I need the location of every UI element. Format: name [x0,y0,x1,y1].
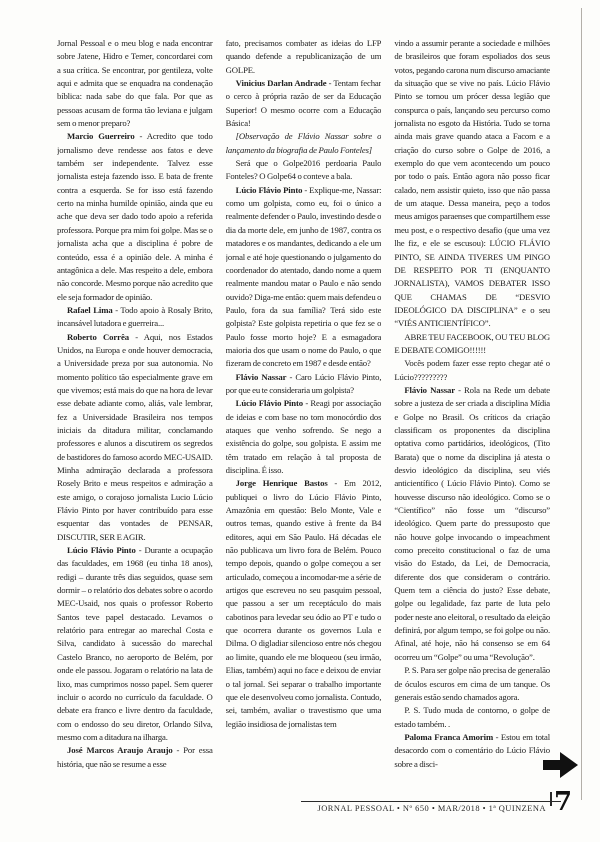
footer-journal-info: JORNAL PESSOAL • Nº 650 • MAR/2018 • 1ª QUINZENA [317,804,546,813]
paragraph-text: - Explique-me, Nassar: como um golpista, como eu, foi o único a realmente defender o Paulo, investindo desde o dia da morte dele, em junho de 1987, contra os matadores e os mandantes, dedicando a ele um jornal e até hoje questionando o julgamento do coordenador do atentado, dando nome a quem realmente mandou matar o Paulo e não sendo ouvido? Diga-me então: quem mais defendeu o Paulo, fora da sua família? Terá sido este golpista? Este golpista repetiria o que fez se o Paulo fosse morto hoje? E a esmagadora maioria dos que usam o nome do Paulo, o que fizeram de concreto em 1987 e desde então? [225,184,382,369]
speaker-name: Roberto Corrêa [67,331,129,342]
paragraph [226,184,382,371]
paragraph [57,331,213,545]
speaker-name: Flávio Nassar [404,384,456,395]
paragraph [57,130,213,303]
paragraph-text: vindo a assumir perante a sociedade e milhões de brasileiros que foram espoliados dos seus votos, pegando carona num discurso amaciante da situação que se vive no país. Lúcio Flávio Pinto se tornou um prócer dessa legião que conspurca o país, lançando seu percurso como jornalista no esgoto da História. Tudo se torna ainda mais grave quando ataca a Facom e a criação do curso sobre o Golpe de 2016, a exemplo do que vem acontecendo um pouco por todo o país. Então agora não posso ficar calado, nem assistir quieto, isso que não passa de um ataque. Dessa maneira, peço a todos meus amigos paraenses que compartilhem esse meu post, e o respectivo desafio (que uma vez lhe fiz, e ele se escusou): LÚCIO FLÁVIO PINTO, SE AINDA TIVERES UM PINGO DE RESPEITO POR TI (ENQUANTO JORNALISTA), VAMOS DEBATER ISSO QUE CHAMAS DE “DESVIO IDEOLÓGICO DA DISCIPLINA” e o seu “VIÉS ANTICIENTÍFICO”. [394,38,550,329]
paragraph [394,731,550,771]
paragraph-text: - Aqui, nos Estados Unidos, na Europa e onde houver democracia, a Universidade preza por sua autonomia. No momento político tão especialmente grave em que vivemos; está mais do que na hora de levar esse debate adiante como, aliás, vale lembrar, fez a Universidade Brasileira nos tempos iniciais da ditadura militar, conclamando professores e alunos a discutirem os segredos de bastidores do famoso acordo MEC-USAID. Minha admiração declarada a professora Rosely Brito e meus respeitos e admiração a este amigo, o corajoso jornalista Lucio Lúcio Flávio Pinto por haver contribuído para esse esquentar das vontades de PENSAR, DISCUTIR, SER E AGIR. [57,331,213,542]
paragraph-text: [Observação de Flávio Nassar sobre o lançamento da biografia de Paulo Fonteles] [225,131,382,155]
paragraph-text: Será que o Golpe2016 perdoaria Paulo Fonteles? O Golpe64 o conteve a bala. [225,158,382,182]
paragraph-text: Vocês podem fazer esse repto chegar até o Lúcio????????? [394,358,550,382]
speaker-name: Marcio Guerreiro [67,131,135,142]
paragraph-text: - Rola na Rede um debate sobre a justeza de ser criada a disciplina Mídia e Golpe no Brasil. Os críticos da criação classificam os proponentes da disciplina optativa como partidários, ideológicos, (Tito Barata) que o nome da disciplina já atesta o desvio ideológico da disciplina, seu viés anticientífico ( Lúcio Flávio Pinto). Como se houvesse discurso não ideológico. Como se o “Científico” não fosse um “discurso” ideológico. Quem parte do pressuposto que não houve golpe invocando o impeachment como preceito constitucional o faz de uma visão do Estado, da Lei, de Democracia, diferente dos que consideram o contrário. Quem tem a ciência do justo? Esse debate, golpe ou legalidade, faz parte de luta pelo poder neste ano eleitoral, o resultado da eleição definirá, por algum tempo, se foi golpe ou não. Afinal, até hoje, não há consenso se em 64 ocorreu um “Golpe” ou uma “Revolução”. [394,384,550,662]
article-columns [57,37,550,797]
paragraph-text: - Reagi por associação de ideias e com base no tom monocórdio dos ataques que venho sofrendo. Se nego a existência do golpe, sou golpista. E assim me têm tratado em relação à tal proposta de disciplina. É isso. [225,398,382,475]
page-number: 7 [554,787,573,817]
paragraph [226,77,382,130]
speaker-name: Jorge Henrique Bastos [235,478,328,489]
paragraph [394,704,550,731]
paragraph [394,331,550,358]
text-column-1 [57,37,213,797]
paragraph [226,477,382,731]
arrow-shaft [543,760,560,770]
paragraph [57,744,213,771]
text-column-3 [394,37,550,797]
paragraph [226,371,382,398]
right-margin-rule [581,8,582,800]
paragraph [394,664,550,704]
text-column-2 [226,37,382,797]
speaker-name: Vinicius Darlan Andrade [235,78,327,89]
paragraph-text: P. S. Para ser golpe não precisa de generalão de óculos escuros em cima de um tanque. Os generais estão sendo chamados agora. [394,665,550,702]
speaker-name: Lúcio Flávio Pinto [235,398,304,409]
paragraph-text: - Estou em total desacordo com o comentário do Lúcio Flávio sobre a disci- [394,731,550,769]
paragraph-text: ABRE TEU FACEBOOK, OU TEU BLOG E DEBATE COMIGO!!!!!! [394,331,550,355]
speaker-name: Flávio Nassar [235,371,287,382]
paragraph [226,157,382,184]
paragraph [394,357,550,384]
speaker-name: Lúcio Flávio Pinto [67,545,136,556]
speaker-name: Lúcio Flávio Pinto [235,184,303,195]
paragraph [394,37,550,331]
paragraph-text: - Todo apoio à Rosaly Brito, incansável lutadora e guerreira... [57,304,213,329]
arrow-right-icon [543,752,579,778]
paragraph [226,397,382,477]
arrow-head [560,752,578,778]
paragraph-text: P. S. Tudo muda de contorno, o golpe de estado também. . [394,705,550,729]
paragraph-text: Jornal Pessoal e o meu blog e nada encontrar sobre Jatene, Hidro e Temer, concordarei com a sua crítica. Se encontrar, por gentileza, volte aqui e admita que se enquadra na condenação bíblica: nada sabe do que fala. Por que as pessoas acusam de forma tão leviana e julgam sem o menor preparo? [57,38,213,129]
speaker-name: Paloma Franca Amorim [404,731,494,742]
paragraph [394,384,550,664]
paragraph-text: - Por essa história, que não se resume a esse [57,745,213,769]
speaker-name: José Marcos Araujo Araujo [67,745,173,756]
footer-tick [550,792,552,806]
paragraph-text: fato, precisamos combater as ideias do LFP quando defende a republicanização de um GOLPE. [225,38,382,75]
speaker-name: Rafael Lima [67,304,113,315]
paragraph [226,37,382,77]
paragraph [57,304,213,331]
paragraph [57,544,213,744]
paragraph-text: - Acredito que todo jornalismo deve rendesse aos fatos e deve também ser independente. Talvez esse jornalista esteja fazendo isso. E bata de frente contra a esquerda. Se for isso está fazendo certo na minha humilde opinião, ainda que eu ache que deva ser dado todo apoio a referida professora. Porque pra mim foi golpe. Mas se o jornalista acha que a disciplina é pobre de conteúdo, essa é a opinião dele. A minha é antagônica a dele. Mas respeito a dele, embora não concorde. Mesmo porque não acredito que ele seja formador de opinião. [57,131,213,302]
footer-rule [301,801,561,802]
paragraph-text: - Tentam fechar o cerco à própria razão de ser da Educação Superior! O mesmo ocorre com a Educação Básica! [225,78,382,129]
paragraph-text: - Em 2012, publiquei o livro do Lúcio Flávio Pinto, Amazônia em questão: Belo Monte, Vale e outros temas, quando estive à frente da B4 editores, aqui em São Paulo. Há décadas ele não publicava um livro fora de Belém. Pouco tempo depois, quando o golpe começou a ser articulado, começou a incomodar-me a série de artigos que escreveu no seu pasquim pessoal, que passou a ser um receptáculo do mais cabotinos para levedar seu ódio ao PT e tudo o que ocorrera durante os governos Lula e Dilma. O digladiar silencioso entre nós chegou ao limite, quando ele me bloqueou (seu irmão, Elias, também) aqui no face e deixou de enviar o tal jornal. Sei separar o trabalho importante que ele desenvolveu como jornalista. Contudo, sei, também, avaliar o travestismo que uma legião insidiosa de jornalistas tem [225,478,382,729]
paragraph [226,130,382,157]
paragraph [57,37,213,130]
paragraph-text: - Durante a ocupação das faculdades, em 1968 (eu tinha 18 anos), redigi – durante três dias seguidos, quase sem dormir – o relatório dos debates sobre o acordo MEC-Usaid, nos quais o professor Roberto Santos teve papel destacado. Levamos o relatório para entregar ao marechal Costa e Silva, candidato à sucessão do marechal Castelo Branco, no aeroporto de Belém, por onde ele passou. Jogaram o relatório na lata de lixo, mas cumprimos nosso papel. Sem querer incluir o acordo no currículo da faculdade. O debate era franco e livre dentro da faculdade, com o endosso do seu diretor, Orlando Silva, mesmo com a ditadura na ilharga. [57,545,213,742]
paragraph-text: - Caro Lúcio Flávio Pinto, por que eu te consideraria um golpista? [225,371,382,395]
